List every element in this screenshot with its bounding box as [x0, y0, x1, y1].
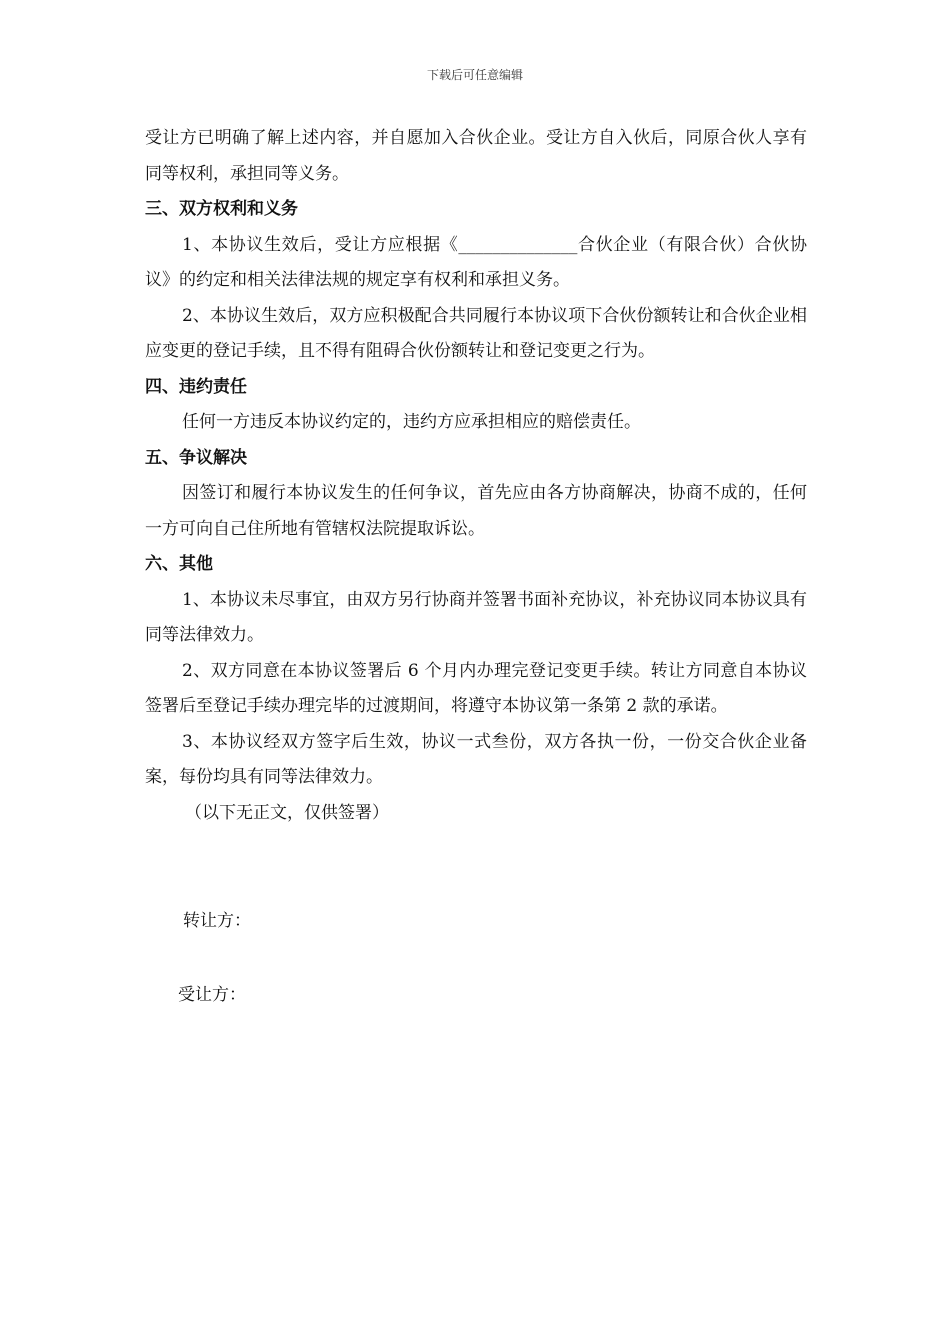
section-heading-rights-obligations: 三、双方权利和义务: [145, 199, 298, 219]
section-heading-liability: 四、违约责任: [145, 376, 247, 397]
paragraph-liability-1: 任何一方违反本协议约定的，违约方应承担相应的赔偿责任。: [182, 412, 641, 432]
signature-transferee-label: 受让方：: [178, 985, 246, 1005]
paragraph-dispute-1: 因签订和履行本协议发生的任何争议，首先应由各方协商解决，协商不成的，任何一方可向自己住所地有管辖权法院提取诉讼。: [145, 483, 807, 539]
paragraph-other-3: 3、本协议经双方签字后生效，协议一式叁份，双方各执一份，一份交合伙企业备案，每份均具有同等法律效力。: [145, 731, 807, 787]
no-more-text-note: （以下无正文，仅供签署）: [185, 802, 389, 823]
section-heading-other: 六、其他: [145, 554, 213, 574]
paragraph-other-1: 1、本协议未尽事宜，由双方另行协商并签署书面补充协议，补充协议同本协议具有同等法律效力。: [145, 589, 807, 645]
paragraph-accept-terms: 受让方已明确了解上述内容，并自愿加入合伙企业。受让方自入伙后，同原合伙人享有同等权利，承担同等义务。: [145, 128, 807, 184]
paragraph-rights-2: 2、本协议生效后，双方应积极配合共同履行本协议项下合伙份额转让和合伙企业相应变更的登记手续，且不得有阻碍合伙份额转让和登记变更之行为。: [145, 305, 807, 361]
paragraph-other-2: 2、双方同意在本协议签署后 6 个月内办理完登记变更手续。转让方同意自本协议签署后至登记手续办理完毕的过渡期间，将遵守本协议第一条第 2 款的承诺。: [145, 660, 807, 716]
signature-transferor-label: 转让方：: [183, 911, 251, 931]
document-body: [145, 121, 807, 831]
paragraph-rights-1: 1、本协议生效后，受让方应根据《______________合伙企业（有限合伙）合伙协议》的约定和相关法律法规的规定享有权利和承担义务。: [145, 234, 807, 290]
page-header: 下载后可任意编辑: [426, 68, 523, 82]
section-heading-dispute: 五、争议解决: [145, 447, 247, 468]
